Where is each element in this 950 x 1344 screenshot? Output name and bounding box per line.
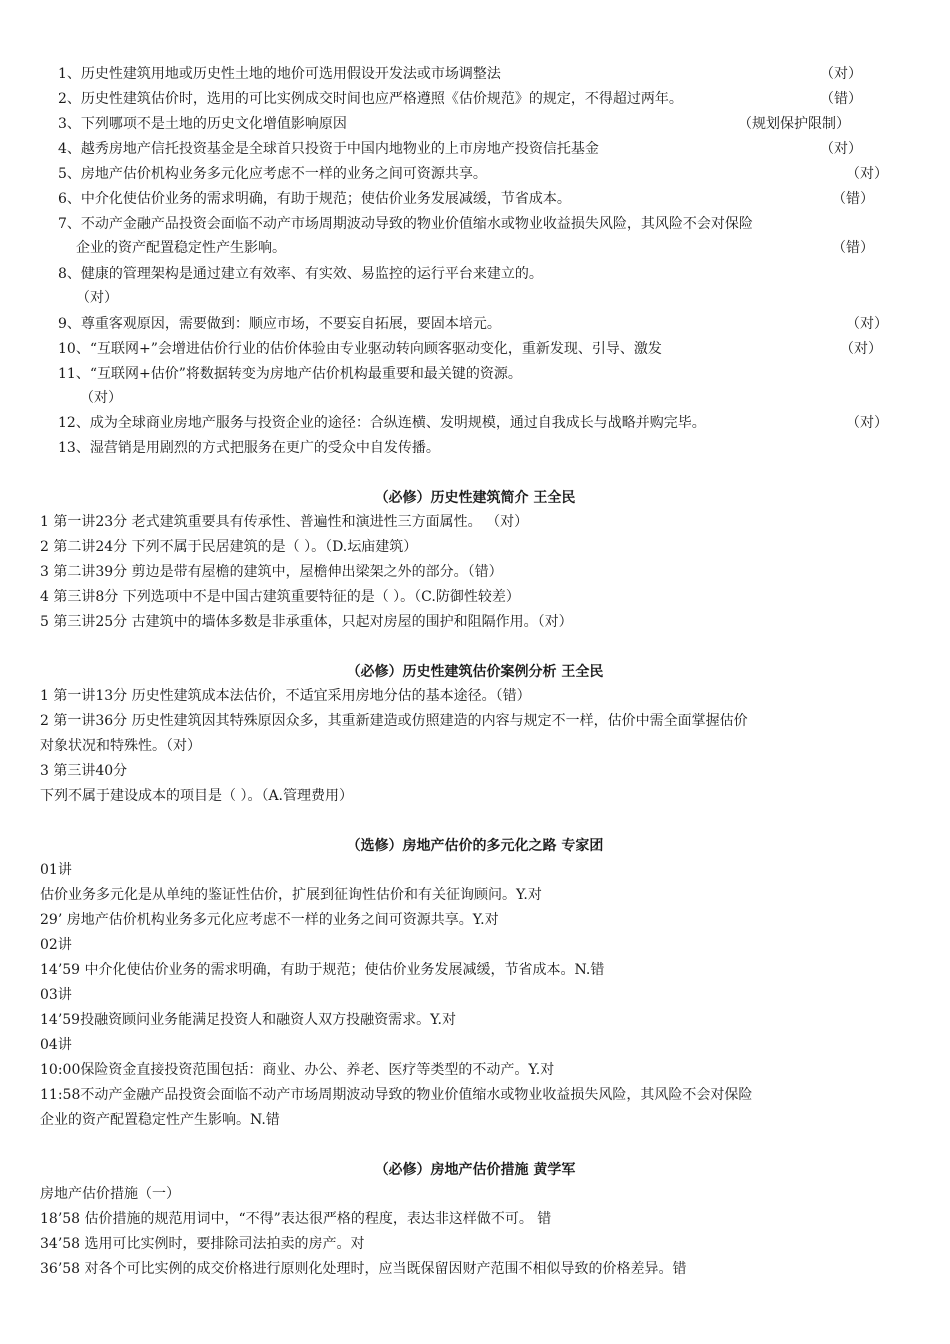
list-item-2: 2、历史性建筑估价时，选用的可比实例成交时间也应严格遵照《估价规范》的规定，不得超过两年。 (58, 91, 683, 107)
answer-1: （对） (820, 66, 862, 82)
answer-5: （对） (846, 166, 888, 182)
answer-12: （对） (846, 415, 888, 431)
list-item-3: 3、下列哪项不是土地的历史文化增值影响原因 (58, 116, 347, 132)
section-title-4: （必修）房地产估价措施 黄学军 (374, 1162, 576, 1178)
list-item-12: 12、成为全球商业房地产服务与投资企业的途径：合纵连横、发明规模，通过自我成长与战略并购完毕。 (58, 415, 706, 431)
list-item-1: 1、历史性建筑用地或历史性土地的地价可选用假设开发法或市场调整法 (58, 66, 501, 82)
list-item-7-cont: 企业的资产配置稳定性产生影响。 (76, 240, 286, 256)
section-3-line-9: 10:00保险资金直接投资范围包括：商业、办公、养老、医疗等类型的不动产。Y.对 (40, 1062, 555, 1078)
answer-4: （对） (820, 141, 862, 157)
section-2-line-1: 1 第一讲13分 历史性建筑成本法估价，不适宜采用房地分估的基本途径。（错） (40, 688, 531, 704)
answer-11: （对） (80, 390, 122, 406)
section-3-line-8: 04讲 (40, 1037, 72, 1053)
list-item-9: 9、尊重客观原因，需要做到：顺应市场，不要妄自拓展，要固本培元。 (58, 316, 501, 332)
list-item-5: 5、房地产估价机构业务多元化应考虑不一样的业务之间可资源共享。 (58, 166, 487, 182)
section-title-3: （选修）房地产估价的多元化之路 专家团 (346, 838, 604, 854)
section-1-line-3: 3 第二讲39分 剪边是带有屋檐的建筑中，屋檐伸出梁架之外的部分。（错） (40, 564, 503, 580)
list-item-6: 6、中介化使估价业务的需求明确，有助于规范；使估价业务发展减缓，节省成本。 (58, 191, 571, 207)
list-item-10: 10、“互联网+”会增进估价行业的估价体验由专业驱动转向顾客驱动变化，重新发现、引导、激发 (58, 341, 662, 357)
section-1-line-4: 4 第三讲8分 下列选项中不是中国古建筑重要特征的是（ ）。（C.防御性较差） (40, 589, 520, 605)
section-4-line-4: 36’58 对各个可比实例的成交价格进行原则化处理时，应当既保留因财产范围不相似导致的价格差异。错 (40, 1261, 687, 1277)
list-item-7: 7、不动产金融产品投资会面临不动产市场周期波动导致的物业价值缩水或物业收益损失风险，其风险不会对保险 (58, 216, 753, 232)
section-3-line-11: 企业的资产配置稳定性产生影响。N.错 (40, 1112, 280, 1128)
answer-3: （规划保护限制） (738, 116, 850, 132)
list-item-4: 4、越秀房地产信托投资基金是全球首只投资于中国内地物业的上市房地产投资信托基金 (58, 141, 599, 157)
list-item-11: 11、“互联网+估价”将数据转变为房地产估价机构最重要和最关键的资源。 (58, 366, 522, 382)
section-1-line-1: 1 第一讲23分 老式建筑重要具有传承性、普遍性和演进性三方面属性。 （对） (40, 514, 529, 530)
answer-6: （错） (832, 191, 874, 207)
section-2-line-3: 对象状况和特殊性。（对） (40, 738, 201, 754)
answer-8: （对） (76, 290, 118, 306)
answer-2: （错） (820, 91, 862, 107)
section-title-2: （必修）历史性建筑估价案例分析 王全民 (346, 664, 604, 680)
section-3-line-2: 估价业务多元化是从单纯的鉴证性估价，扩展到征询性估价和有关征询顾问。Y.对 (40, 887, 542, 903)
section-3-line-10: 11:58不动产金融产品投资会面临不动产市场周期波动导致的物业价值缩水或物业收益损失风险，其风险不会对保险 (40, 1087, 753, 1103)
section-4-line-2: 18’58 估价措施的规范用词中，“不得”表达很严格的程度，表达非这样做不可。 错 (40, 1211, 552, 1227)
section-2-line-4: 3 第三讲40分 (40, 763, 128, 779)
section-title-1: （必修）历史性建筑简介 王全民 (374, 490, 576, 506)
section-1-line-5: 5 第三讲25分 古建筑中的墙体多数是非承重体，只起对房屋的围护和阻隔作用。（对） (40, 614, 573, 630)
section-4-line-3: 34’58 选用可比实例时，要排除司法拍卖的房产。对 (40, 1236, 365, 1252)
list-item-8: 8、健康的管理架构是通过建立有效率、有实效、易监控的运行平台来建立的。 (58, 266, 543, 282)
answer-7: （错） (832, 240, 874, 256)
section-2-line-2: 2 第一讲36分 历史性建筑因其特殊原因众多，其重新建造或仿照建造的内容与规定不一样，估价中需全面掌握估价 (40, 713, 748, 729)
section-3-line-1: 01讲 (40, 862, 72, 878)
answer-10: （对） (840, 341, 882, 357)
list-item-13: 13、湿营销是用剧烈的方式把服务在更广的受众中自发传播。 (58, 440, 440, 456)
section-1-line-2: 2 第二讲24分 下列不属于民居建筑的是（ ）。（D.坛庙建筑） (40, 539, 418, 555)
section-4-line-1: 房地产估价措施（一） (40, 1186, 180, 1202)
section-2-line-5: 下列不属于建设成本的项目是（ ）。（A.管理费用） (40, 788, 354, 804)
section-3-line-7: 14’59投融资顾问业务能满足投资人和融资人双方投融资需求。Y.对 (40, 1012, 456, 1028)
section-3-line-4: 02讲 (40, 937, 72, 953)
section-3-line-6: 03讲 (40, 987, 72, 1003)
section-3-line-3: 29’ 房地产估价机构业务多元化应考虑不一样的业务之间可资源共享。Y.对 (40, 912, 499, 928)
section-3-line-5: 14’59 中介化使估价业务的需求明确，有助于规范；使估价业务发展减缓，节省成本。N.错 (40, 962, 605, 978)
answer-9: （对） (846, 316, 888, 332)
